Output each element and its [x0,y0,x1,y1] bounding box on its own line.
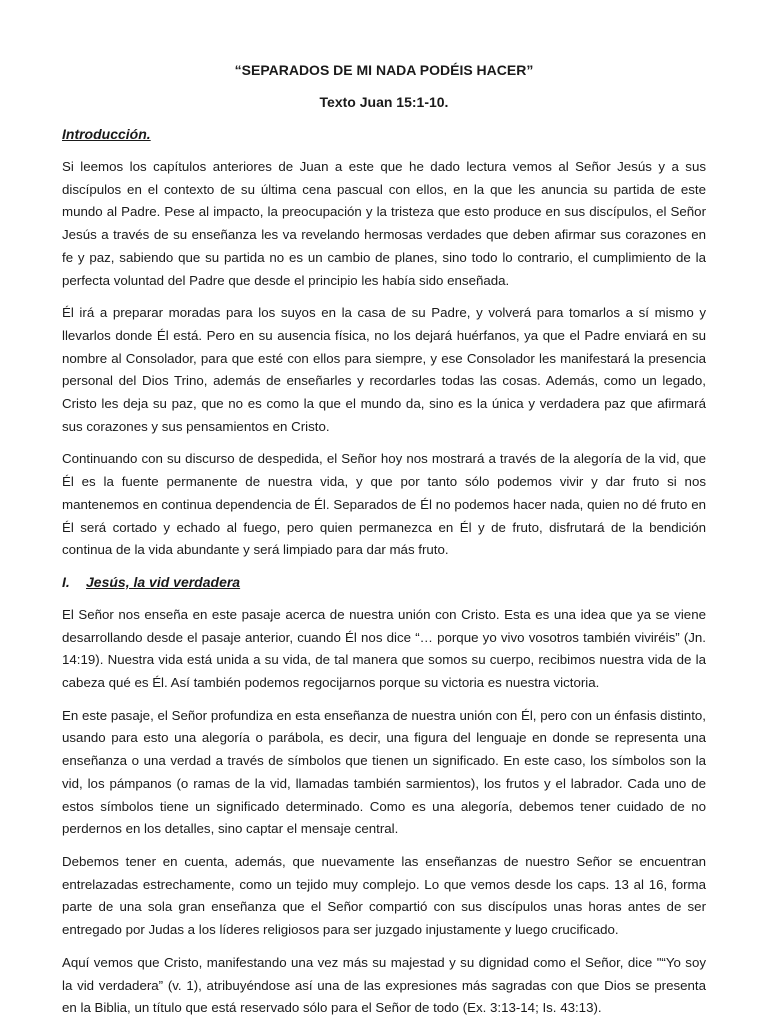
document-title: “SEPARADOS DE MI NADA PODÉIS HACER” [234,62,534,78]
intro-paragraph-3: Continuando con su discurso de despedida, el Señor hoy nos mostrará a través de la alegoría de la vid, que Él es la fuente permanente de nuestra vida, y que por tanto sólo podemos vivir y dar fruto si nos mantenemos en continua dependencia de Él. Separados de Él no podemos hacer nada, quien no dé fruto en Él será cortado y echado al fuego, pero quien permanezca en Él y de fruto, disfrutará de la bendición continua de la vida abundante y será limpiado para dar más fruto. [62,451,706,558]
intro-heading: Introducción. [62,126,151,142]
intro-paragraph-2: Él irá a preparar moradas para los suyos en la casa de su Padre, y volverá para tomarlos a sí mismo y llevarlos donde Él está. Pero en su ausencia física, no los dejará huérfanos, ya que el Padre enviará en su nombre al Consolador, para que esté con ellos para siempre, y ese Consolador les manifestará la presencia personal del Dios Trino, además de enseñarles y recordarles todas las cosas. Además, como un legado, Cristo les deja su paz, que no es como la que el mundo da, sino es la única y verdadera paz que afirmará sus corazones y sus pensamientos en Cristo. [62,305,706,434]
section-1-title: Jesús, la vid verdadera [86,573,241,590]
section-1-paragraph-2: En este pasaje, el Señor profundiza en esta enseñanza de nuestra unión con Él, pero con un énfasis distinto, usando para esto una alegoría o parábola, es decir, una figura del lenguaje en donde se representa una enseñanza o una verdad a través de símbolos que tienen un significado. En este caso, los símbolos son la vid, los pámpanos (o ramas de la vid, llamadas también sarmientos), los frutos y el labrador. Cada uno de estos símbolos tiene un significado determinado. Como es una alegoría, debemos tener cuidado de no perdernos en los detalles, sino captar el mensaje central. [62,707,706,837]
section-1-paragraph-4: Aquí vemos que Cristo, manifestando una vez más su majestad y su dignidad como el Señor, dice "“Yo soy la vid verdadera” (v. 1), atribuyéndose así una de las expresiones más sagradas con que Dios se presenta en la Biblia, un título que está reservado sólo para el Señor de todo (Ex. 3:13-14; Is. 43:13). [62,954,706,1016]
section-1-heading [62,572,706,592]
scripture-reference: Texto Juan 15:1-10. [319,94,449,110]
intro-paragraph-1: Si leemos los capítulos anteriores de Juan a este que he dado lectura vemos al Señor Jesús y a sus discípulos en el contexto de su última cena pascual con ellos, en la que les anuncia su partida de este mundo al Padre. Pese al impacto, la preocupación y la tristeza que esto produce en sus discípulos, el Señor Jesús a través de su enseñanza les va revelando hermosas verdades que deben afirmar sus corazones en fe y paz, sabiendo que su partida no es un cambio de planes, sino todo lo contrario, el cumplimiento de la perfecta voluntad del Padre que desde el principio les había sido enseñada. [62,159,706,288]
section-1-number: I. [62,573,70,590]
section-1-paragraph-1: El Señor nos enseña en este pasaje acerca de nuestra unión con Cristo. Esta es una idea que ya se viene desarrollando desde el pasaje anterior, cuando Él nos dice “… porque yo vivo vosotros también viviréis” (Jn. 14:19). Nuestra vida está unida a su vida, de tal manera que somos su cuerpo, recibimos nuestra vida de la cabeza qué es Él. Así también podemos regocijarnos porque su victoria es nuestra victoria. [62,606,706,691]
section-1-paragraph-3: Debemos tener en cuenta, además, que nuevamente las enseñanzas de nuestro Señor se encuentran entrelazadas estrechamente, como un tejido muy complejo. Lo que vemos desde los caps. 13 al 16, forma parte de una sola gran enseñanza que el Señor compartió con sus discípulos unas horas antes de ser entregado por Judas a los líderes religiosos para ser juzgado injustamente y luego crucificado. [62,853,706,938]
